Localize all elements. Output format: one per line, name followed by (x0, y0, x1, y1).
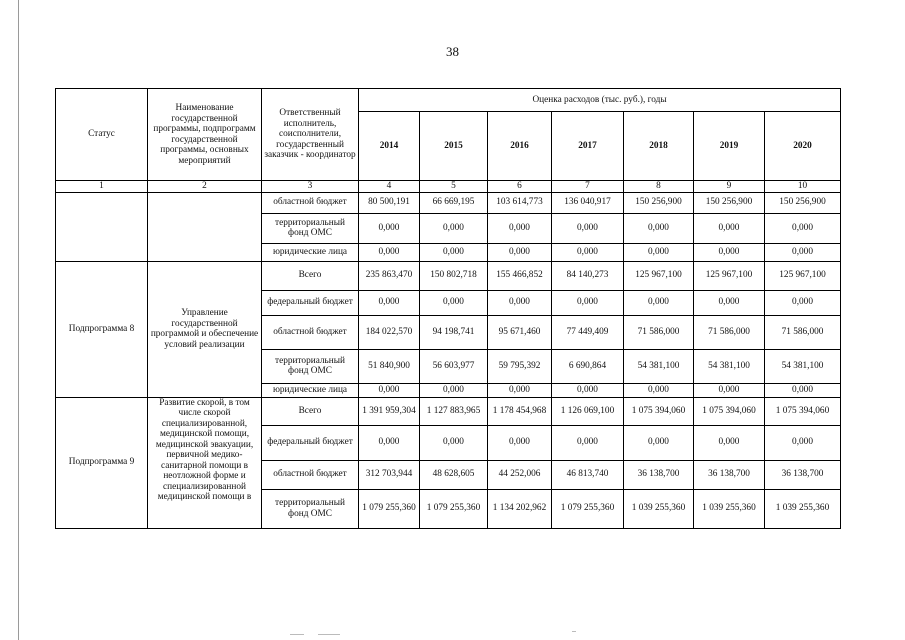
row-value-2015: 1 079 255,360 (420, 489, 488, 528)
row-value-2020: 150 256,900 (765, 192, 841, 213)
row-value-2020: 36 138,700 (765, 460, 841, 489)
row-funding-source: юридические лица (262, 243, 359, 261)
row-value-2015: 150 802,718 (420, 261, 488, 290)
row-value-2018: 150 256,900 (624, 192, 694, 213)
row-value-2018: 36 138,700 (624, 460, 694, 489)
row-program-name: Управление государственной программой и обеспечение условий реализации (148, 261, 262, 397)
row-value-2015: 0,000 (420, 290, 488, 315)
year-2017: 2017 (552, 112, 624, 181)
row-funding-source: территориальный фонд ОМС (262, 213, 359, 243)
row-value-2017: 1 126 069,100 (552, 397, 624, 425)
row-value-2016: 155 466,852 (488, 261, 552, 290)
row-value-2016: 0,000 (488, 383, 552, 397)
row-value-2018: 0,000 (624, 243, 694, 261)
row-funding-source: федеральный бюджет (262, 425, 359, 460)
header-responsible: Ответственный исполнитель, соисполнители, государственный заказчик - координатор (262, 89, 359, 181)
row-value-2019: 1 075 394,060 (694, 397, 765, 425)
row-value-2016: 0,000 (488, 290, 552, 315)
row-value-2014: 0,000 (359, 425, 420, 460)
row-value-2015: 66 669,195 (420, 192, 488, 213)
year-2019: 2019 (694, 112, 765, 181)
row-value-2019: 125 967,100 (694, 261, 765, 290)
row-value-2018: 0,000 (624, 383, 694, 397)
row-value-2016: 44 252,006 (488, 460, 552, 489)
row-value-2015: 0,000 (420, 425, 488, 460)
row-value-2017: 0,000 (552, 425, 624, 460)
row-value-2017: 6 690,864 (552, 349, 624, 383)
row-funding-source: Всего (262, 261, 359, 290)
scan-speck (318, 634, 340, 635)
row-value-2016: 0,000 (488, 243, 552, 261)
row-value-2016: 95 671,460 (488, 315, 552, 349)
row-value-2017: 0,000 (552, 290, 624, 315)
table-row (56, 397, 841, 425)
row-value-2015: 94 198,741 (420, 315, 488, 349)
year-2016: 2016 (488, 112, 552, 181)
table-row (56, 192, 841, 213)
row-value-2018: 54 381,100 (624, 349, 694, 383)
row-value-2019: 1 039 255,360 (694, 489, 765, 528)
row-status: Подпрограмма 9 (56, 397, 148, 528)
year-2020: 2020 (765, 112, 841, 181)
year-2018: 2018 (624, 112, 694, 181)
row-status: Подпрограмма 8 (56, 261, 148, 397)
row-value-2014: 51 840,900 (359, 349, 420, 383)
row-value-2014: 312 703,944 (359, 460, 420, 489)
column-number: 9 (694, 181, 765, 193)
row-value-2016: 0,000 (488, 425, 552, 460)
row-value-2019: 36 138,700 (694, 460, 765, 489)
row-value-2018: 125 967,100 (624, 261, 694, 290)
row-value-2020: 0,000 (765, 243, 841, 261)
row-value-2017: 77 449,409 (552, 315, 624, 349)
row-value-2014: 80 500,191 (359, 192, 420, 213)
row-value-2016: 0,000 (488, 213, 552, 243)
column-number: 6 (488, 181, 552, 193)
row-value-2016: 1 134 202,962 (488, 489, 552, 528)
row-value-2017: 0,000 (552, 383, 624, 397)
column-number: 5 (420, 181, 488, 193)
row-value-2017: 0,000 (552, 243, 624, 261)
table-body (56, 89, 841, 529)
row-value-2018: 1 039 255,360 (624, 489, 694, 528)
row-value-2020: 1 075 394,060 (765, 397, 841, 425)
row-value-2020: 0,000 (765, 383, 841, 397)
row-value-2018: 71 586,000 (624, 315, 694, 349)
row-value-2020: 1 039 255,360 (765, 489, 841, 528)
row-funding-source: Всего (262, 397, 359, 425)
row-value-2020: 0,000 (765, 290, 841, 315)
row-value-2018: 0,000 (624, 213, 694, 243)
row-value-2019: 150 256,900 (694, 192, 765, 213)
row-value-2014: 235 863,470 (359, 261, 420, 290)
expense-table (55, 88, 841, 529)
column-number: 2 (148, 181, 262, 193)
row-value-2019: 54 381,100 (694, 349, 765, 383)
row-value-2016: 1 178 454,968 (488, 397, 552, 425)
year-2014: 2014 (359, 112, 420, 181)
row-value-2020: 71 586,000 (765, 315, 841, 349)
row-value-2018: 1 075 394,060 (624, 397, 694, 425)
row-funding-source: федеральный бюджет (262, 290, 359, 315)
scan-speck (290, 634, 304, 635)
row-value-2019: 71 586,000 (694, 315, 765, 349)
table-row (56, 261, 841, 290)
row-value-2014: 1 079 255,360 (359, 489, 420, 528)
header-status: Статус (56, 89, 148, 181)
row-value-2015: 0,000 (420, 213, 488, 243)
column-number: 8 (624, 181, 694, 193)
row-value-2017: 136 040,917 (552, 192, 624, 213)
row-value-2019: 0,000 (694, 290, 765, 315)
column-number: 3 (262, 181, 359, 193)
row-value-2017: 84 140,273 (552, 261, 624, 290)
row-value-2020: 0,000 (765, 425, 841, 460)
row-funding-source: юридические лица (262, 383, 359, 397)
row-value-2014: 0,000 (359, 213, 420, 243)
row-value-2014: 0,000 (359, 243, 420, 261)
row-funding-source: областной бюджет (262, 315, 359, 349)
column-number: 4 (359, 181, 420, 193)
row-value-2014: 0,000 (359, 290, 420, 315)
row-value-2014: 1 391 959,304 (359, 397, 420, 425)
row-value-2015: 48 628,605 (420, 460, 488, 489)
row-funding-source: территориальный фонд ОМС (262, 349, 359, 383)
row-funding-source: территориальный фонд ОМС (262, 489, 359, 528)
row-value-2019: 0,000 (694, 425, 765, 460)
row-value-2020: 54 381,100 (765, 349, 841, 383)
row-value-2016: 103 614,773 (488, 192, 552, 213)
row-value-2018: 0,000 (624, 290, 694, 315)
row-value-2017: 0,000 (552, 213, 624, 243)
scan-speck (572, 631, 576, 632)
row-value-2015: 1 127 883,965 (420, 397, 488, 425)
column-number: 7 (552, 181, 624, 193)
row-value-2018: 0,000 (624, 425, 694, 460)
column-number: 1 (56, 181, 148, 193)
row-value-2019: 0,000 (694, 213, 765, 243)
row-value-2015: 56 603,977 (420, 349, 488, 383)
row-value-2017: 46 813,740 (552, 460, 624, 489)
column-number: 10 (765, 181, 841, 193)
row-funding-source: областной бюджет (262, 192, 359, 213)
row-value-2017: 1 079 255,360 (552, 489, 624, 528)
row-value-2015: 0,000 (420, 383, 488, 397)
row-value-2015: 0,000 (420, 243, 488, 261)
year-2015: 2015 (420, 112, 488, 181)
row-status (56, 192, 148, 261)
row-program-name: Развитие скорой, в том числе скорой специализированной, медицинской помощи, медицинской эвакуации, первичной медико-санитарной помощи в неотложной форме и специализированной медицинской помощи в (148, 397, 262, 528)
row-value-2019: 0,000 (694, 383, 765, 397)
page-number: 38 (446, 44, 459, 59)
row-value-2019: 0,000 (694, 243, 765, 261)
page-left-edge (18, 0, 19, 640)
header-name: Наименование государственной программы, подпрограмм государственной программы, основных мероприятий (148, 89, 262, 181)
row-value-2014: 184 022,570 (359, 315, 420, 349)
row-program-name (148, 192, 262, 261)
row-value-2020: 125 967,100 (765, 261, 841, 290)
row-value-2020: 0,000 (765, 213, 841, 243)
row-value-2014: 0,000 (359, 383, 420, 397)
header-estimate: Оценка расходов (тыс. руб.), годы (359, 89, 841, 112)
row-funding-source: областной бюджет (262, 460, 359, 489)
row-value-2016: 59 795,392 (488, 349, 552, 383)
